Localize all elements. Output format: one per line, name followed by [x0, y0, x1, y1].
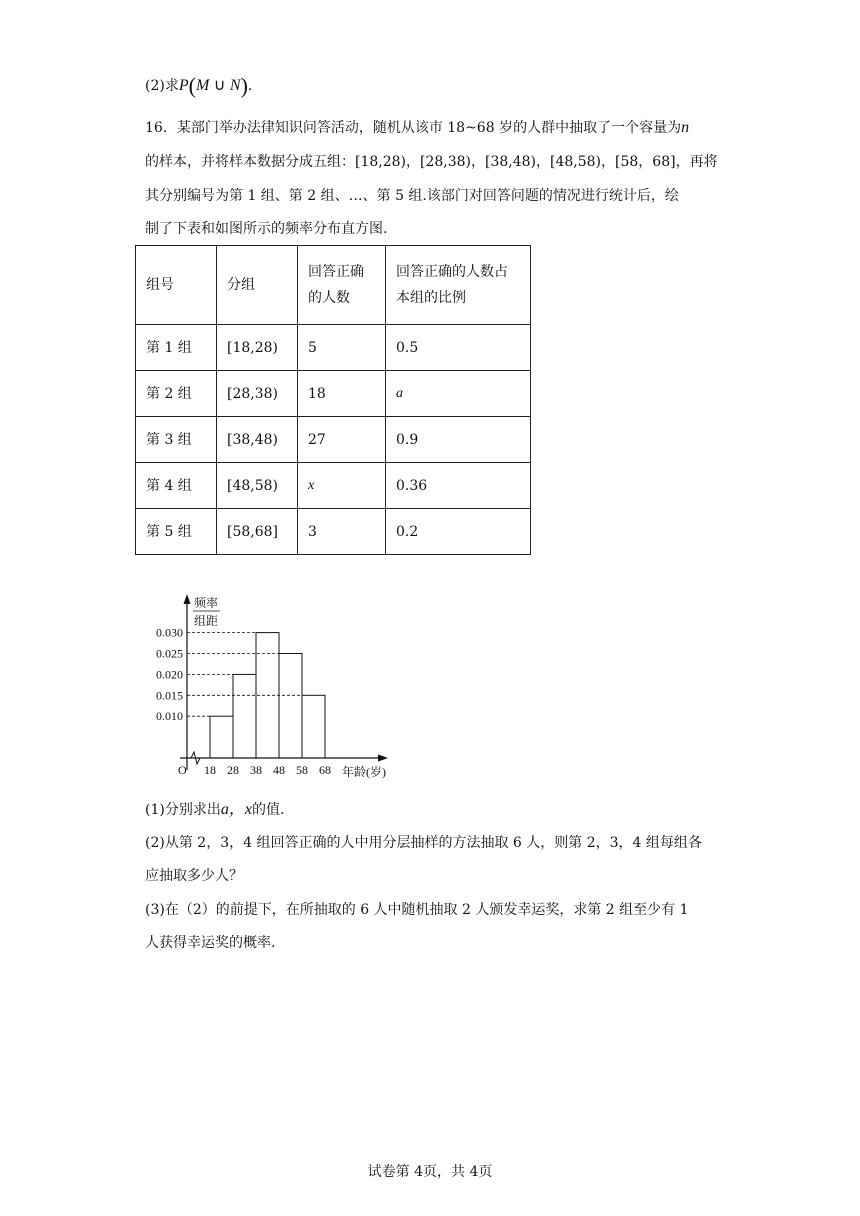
- part-3-line-1: (3)在（2）的前提下，在所抽取的 6 人中随机抽取 2 人颁发幸运奖，求第 2 组至少有 1: [145, 902, 689, 918]
- part-1-vars: a，x: [220, 801, 252, 818]
- cell-group: 第 1 组: [136, 325, 217, 371]
- answer-stats-table: [135, 245, 531, 555]
- header-correct-count-l1: 回答正确: [308, 264, 364, 280]
- cell-count: 18: [298, 371, 386, 417]
- part-2-line-2: 应抽取多少人？: [145, 868, 243, 884]
- histogram-bar: [279, 654, 302, 759]
- histogram-bar: [210, 716, 233, 758]
- x-axis-label: 年龄(岁): [342, 765, 386, 779]
- union-symbol: ∪: [213, 77, 226, 94]
- header-ratio-l1: 回答正确的人数占: [396, 264, 508, 280]
- histogram-marks: [156, 626, 331, 777]
- cell-ratio: 0.36: [386, 463, 531, 509]
- table-row: [136, 509, 531, 555]
- y-axis-label-numerator: 频率: [194, 596, 219, 610]
- question-line-4: 制了下表和如图所示的频率分布直方图.: [145, 221, 388, 237]
- table-row: [136, 463, 531, 509]
- x-tick-label: 28: [227, 763, 239, 777]
- question-line-3: 其分别编号为第 1 组、第 2 组、…、第 5 组.该部门对回答问题的情况进行统计后，绘: [145, 188, 679, 204]
- cell-group: 第 3 组: [136, 417, 217, 463]
- x-tick-label: 68: [319, 763, 331, 777]
- y-tick-label: 0.015: [156, 688, 183, 703]
- table-row: [136, 371, 531, 417]
- open-paren: (: [188, 73, 196, 98]
- cell-range: [28,38): [217, 371, 298, 417]
- set-m: M: [195, 77, 210, 94]
- x-tick-label: 58: [296, 763, 308, 777]
- frequency-histogram: [140, 590, 400, 790]
- header-correct-count: [298, 246, 386, 325]
- cell-range: [58,68]: [217, 509, 298, 555]
- histogram-bar: [233, 674, 256, 758]
- part-2-line-1: (2)从第 2，3，4 组回答正确的人中用分层抽样的方法抽取 6 人，则第 2，3，4 组每组各: [145, 835, 702, 851]
- x-tick-label: 38: [250, 763, 262, 777]
- header-correct-count-l2: 的人数: [308, 290, 350, 306]
- y-tick-label: 0.025: [156, 646, 183, 661]
- cell-group: 第 5 组: [136, 509, 217, 555]
- cell-ratio: 0.2: [386, 509, 531, 555]
- cell-ratio: 0.5: [386, 325, 531, 371]
- set-n: N: [229, 77, 241, 94]
- table-row: [136, 417, 531, 463]
- prev-question-suffix: .: [247, 78, 253, 94]
- table-header-row: [136, 246, 531, 325]
- prev-question-part2: [145, 73, 253, 98]
- part-1-text-a: (1)分别求出: [145, 802, 221, 818]
- table-row: [136, 325, 531, 371]
- cell-group: 第 4 组: [136, 463, 217, 509]
- origin-label: O: [178, 763, 187, 777]
- cell-range: [38,48): [217, 417, 298, 463]
- header-range: 分组: [217, 246, 298, 325]
- y-tick-label: 0.020: [156, 667, 183, 682]
- x-tick-label: 48: [273, 763, 285, 777]
- cell-count: 3: [298, 509, 386, 555]
- page-footer: 试卷第 4页，共 4页: [367, 1164, 493, 1180]
- cell-group: 第 2 组: [136, 371, 217, 417]
- y-tick-label: 0.030: [156, 625, 183, 640]
- header-ratio-l2: 本组的比例: [396, 290, 466, 306]
- cell-range: [48,58): [217, 463, 298, 509]
- question-line-2: 的样本，并将样本数据分成五组：[18,28)，[28,38)，[38,48)，[48,58)，[58，68]，再将: [145, 154, 718, 170]
- part-3-line-2: 人获得幸运奖的概率.: [145, 935, 276, 951]
- cell-count: x: [298, 463, 386, 509]
- header-ratio: [386, 246, 531, 325]
- question-line-1: [145, 118, 689, 138]
- cell-ratio: a: [386, 371, 531, 417]
- question-text-1: 16．某部门举办法律知识问答活动，随机从该市 18~68 岁的人群中抽取了一个容量为: [145, 120, 682, 136]
- cell-count: 5: [298, 325, 386, 371]
- histogram-bar: [302, 695, 325, 758]
- prob-symbol: P: [178, 77, 189, 94]
- x-tick-label: 18: [204, 763, 216, 777]
- cell-count: 27: [298, 417, 386, 463]
- part-1-text-b: 的值.: [251, 802, 285, 818]
- y-axis-arrow: [184, 594, 191, 604]
- sample-size-var: n: [681, 119, 690, 136]
- y-tick-label: 0.010: [156, 709, 183, 724]
- prev-question-prefix: (2)求: [145, 78, 179, 94]
- header-group-no: 组号: [136, 246, 217, 325]
- close-paren: ): [240, 73, 248, 98]
- cell-ratio: 0.9: [386, 417, 531, 463]
- cell-range: [18,28): [217, 325, 298, 371]
- y-axis-label-denominator: 组距: [194, 614, 219, 628]
- part-1: [145, 800, 284, 820]
- x-axis-arrow: [378, 755, 388, 762]
